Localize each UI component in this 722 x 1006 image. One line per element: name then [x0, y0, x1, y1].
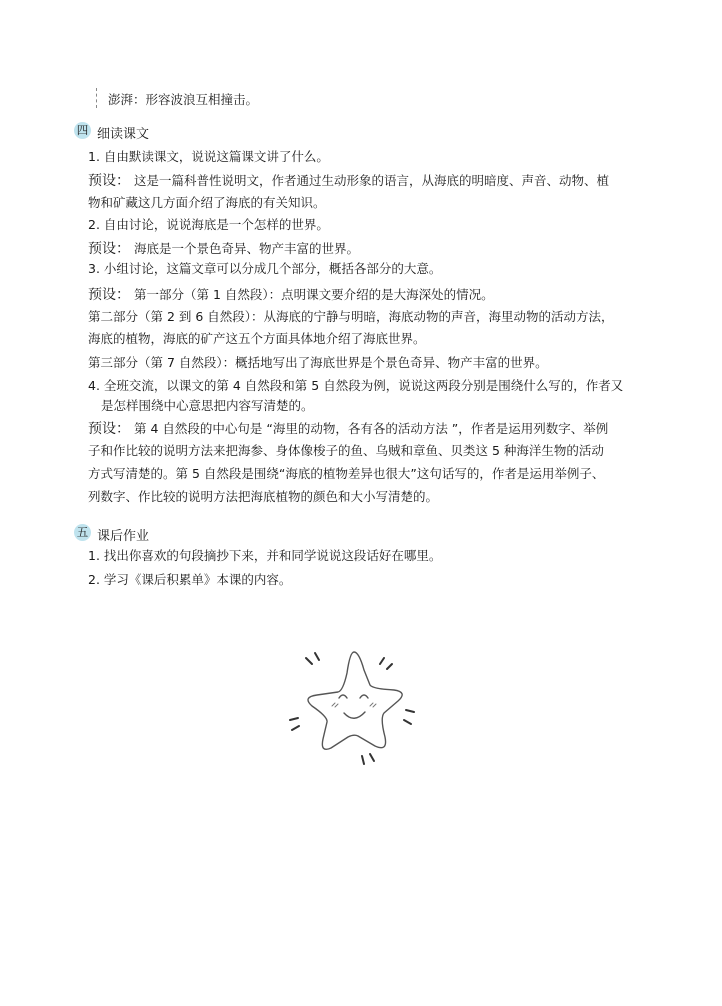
question-1: 1. 自由默读课文，说说这篇课文讲了什么。 — [88, 149, 329, 164]
answer-label: 预设： — [88, 287, 130, 303]
answer-label: 预设： — [88, 421, 130, 437]
note-text: 澎湃：形容波浪互相撞击。 — [108, 92, 259, 107]
answer-4-line-4: 列数字、作比较的说明方法把海底植物的颜色和大小写清楚的。 — [88, 489, 439, 504]
answer-3-line-1 — [88, 284, 494, 304]
answer-3-line-4: 第三部分（第 7 自然段）：概括地写出了海底世界是个景色奇异、物产丰富的世界。 — [88, 355, 548, 370]
question-3: 3. 小组讨论，这篇文章可以分成几个部分，概括各部分的大意。 — [88, 261, 442, 276]
homework-item-1: 1. 找出你喜欢的句段摘抄下来，并和同学说说这段话好在哪里。 — [88, 548, 442, 563]
homework-item-2: 2. 学习《课后积累单》本课的内容。 — [88, 572, 292, 587]
answer-text: 第一部分（第 1 自然段）：点明课文要介绍的是大海深处的情况。 — [133, 287, 494, 302]
answer-4-line-1 — [88, 418, 608, 438]
answer-label: 预设： — [88, 241, 130, 257]
answer-text: 海底是一个景色奇异、物产丰富的世界。 — [133, 241, 359, 256]
answer-2 — [88, 238, 359, 258]
note-divider — [96, 88, 97, 108]
answer-4-line-2: 子和作比较的说明方法来把海参、身体像梭子的鱼、乌贼和章鱼、贝类这 5 种海洋生物的活动 — [88, 443, 604, 458]
answer-3-line-2: 第二部分（第 2 到 6 自然段）：从海底的宁静与明暗，海底动物的声音，海里动物的活动方法， — [88, 309, 614, 324]
answer-1-line-1 — [88, 170, 609, 190]
smiling-star-icon — [284, 640, 424, 770]
section-number-badge: 五 — [74, 524, 91, 541]
section-title: 细读课文 — [97, 127, 150, 142]
answer-label: 预设： — [88, 173, 130, 189]
answer-1-line-2: 物和矿藏这几方面介绍了海底的有关知识。 — [88, 195, 326, 210]
answer-text: 第 4 自然段的中心句是 “海里的动物，各有各的活动方法 ”，作者是运用列数字、举例 — [133, 421, 609, 436]
answer-4-line-3: 方式写清楚的。第 5 自然段是围绕“海底的植物差异也很大”这句话写的，作者是运用举例子、 — [88, 466, 605, 481]
section-number-badge: 四 — [74, 122, 91, 139]
answer-text: 这是一篇科普性说明文，作者通过生动形象的语言，从海底的明暗度、声音、动物、植 — [133, 173, 609, 188]
question-4-line-2: 是怎样围绕中心意思把内容写清楚的。 — [101, 398, 314, 413]
question-2: 2. 自由讨论，说说海底是一个怎样的世界。 — [88, 217, 329, 232]
answer-3-line-3: 海底的植物，海底的矿产这五个方面具体地介绍了海底世界。 — [88, 331, 426, 346]
section-title: 课后作业 — [97, 529, 150, 544]
question-4-line-1: 4. 全班交流，以课文的第 4 自然段和第 5 自然段为例，说说这两段分别是围绕什么写的，作者又 — [88, 378, 624, 393]
